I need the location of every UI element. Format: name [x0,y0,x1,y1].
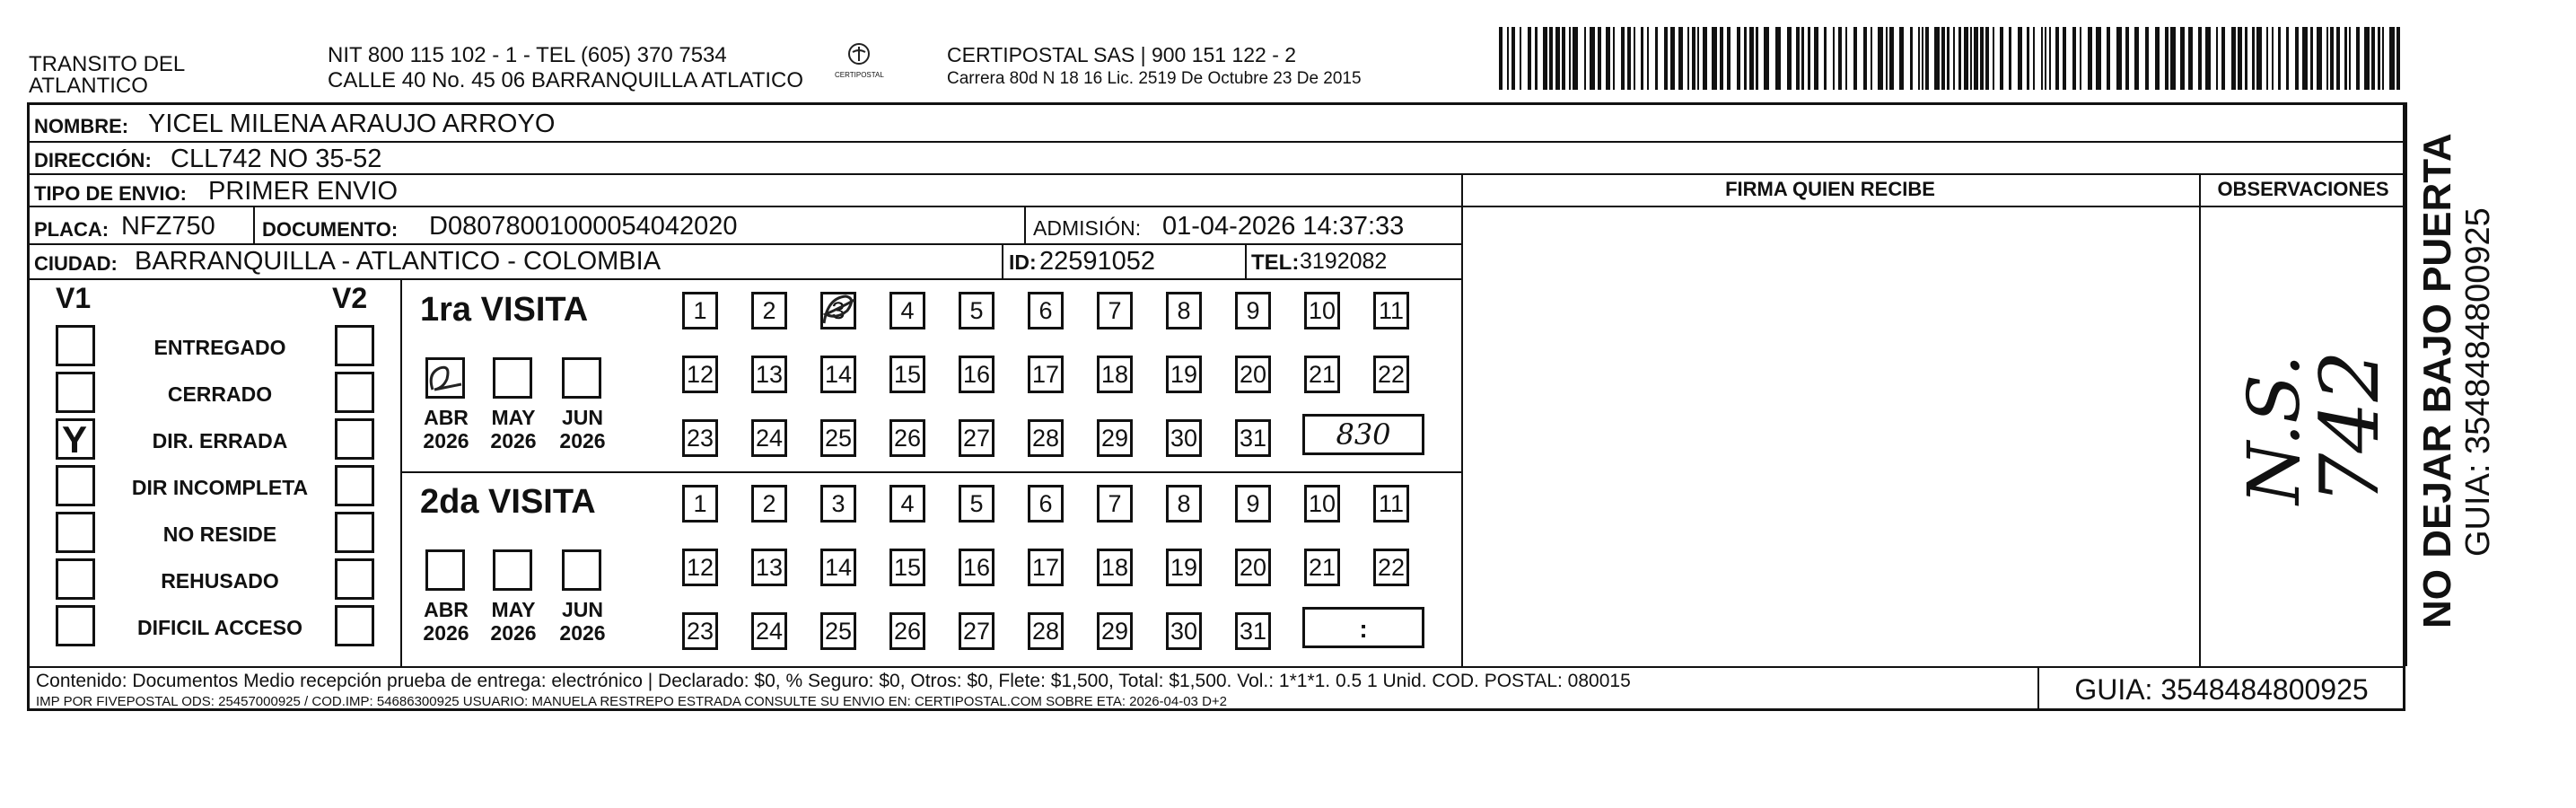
day-box[interactable]: 7 [1097,485,1133,523]
barcode-bar [1598,27,1601,90]
logo-caption: CERTIPOSTAL [835,71,884,79]
month-label [551,406,614,453]
barcode-bar [1664,27,1668,90]
col-line [1461,173,1463,666]
barcode-bar [1737,27,1740,90]
barcode-bar [1520,27,1521,90]
handwritten-observation-1: N.S. [2232,354,2316,505]
v1-checkbox[interactable] [56,465,95,506]
barcode-bar [1814,27,1818,90]
day-box[interactable]: 4 [889,292,925,329]
no-leave-under-door-warning: NO DEJAR BAJO PUERTA [2415,133,2459,628]
barcode-bar [2155,27,2160,90]
barcode-bar [2231,27,2236,90]
barcode-bar [2317,27,2322,90]
barcode-bar [1993,27,1994,90]
row-line [27,278,1463,280]
month-checkbox[interactable] [425,549,465,591]
day-box[interactable]: 18 [1097,356,1133,393]
sender-name-line1: TRANSITO DEL [29,52,186,76]
day-box[interactable]: 1 [682,485,718,523]
v1-checkbox[interactable] [56,325,95,366]
day-box[interactable]: 28 [1028,419,1064,457]
day-box[interactable]: 17 [1028,549,1064,586]
day-box[interactable]: 23 [682,612,718,650]
day-box[interactable]: 6 [1028,292,1064,329]
col-line [400,278,402,666]
sender-address: CALLE 40 No. 45 06 BARRANQUILLA ATLATICO [328,68,804,92]
v2-checkbox[interactable] [335,418,374,460]
v2-checkbox[interactable] [335,558,374,600]
barcode-bar [1692,27,1695,90]
day-box[interactable]: 13 [751,356,787,393]
day-box[interactable]: 19 [1166,549,1202,586]
day-box[interactable]: 16 [959,356,994,393]
month-checkbox[interactable] [562,357,601,399]
imp-line: IMP POR FIVEPOSTAL ODS: 25457000925 / COD.IMP: 54686300925 USUARIO: MANUELA RESTREPO ESTRADA CONSULTE SU ENVIO EN: CERTIPOSTAL.COM SOBRE ETA: 2026-04-03 D+2 [36,694,1228,709]
barcode-bar [1775,27,1781,90]
barcode-bar [2326,27,2328,90]
first-visit-title: 1ra VISITA [420,291,589,329]
barcode-bar [2396,27,2400,90]
barcode-bar [2205,27,2211,90]
day-box[interactable]: 20 [1235,549,1271,586]
carrier-license: Carrera 80d N 18 16 Lic. 2519 De Octubre 23 De 2015 [947,69,1362,88]
v1-checkbox[interactable] [56,605,95,646]
barcode-bar [2107,27,2110,90]
row-line [1461,206,2405,207]
document-label: DOCUMENTO: [262,218,399,241]
barcode-bar [1627,27,1631,90]
barcode-bar [2221,27,2225,90]
barcode-bar [1507,27,1509,90]
barcode-bar [2371,27,2375,90]
barcode-bar [1953,27,1955,90]
barcode-bar [1985,27,1989,90]
month-year: 2026 [490,429,537,453]
barcode-bar [2116,27,2122,90]
month-checkbox[interactable] [493,357,532,399]
id-value: 22591052 [1039,247,1156,276]
barcode-bar [2364,27,2370,90]
barcode-bar [2188,27,2193,90]
day-box[interactable]: 9 [1235,292,1271,329]
day-box[interactable]: 1 [682,292,718,329]
barcode-bar [2336,27,2340,90]
day-box[interactable]: 27 [959,612,994,650]
barcode-bar [2238,27,2242,90]
second-visit-time: : [1359,615,1368,643]
reason-label: NO RESIDE [162,523,277,546]
day-box[interactable]: 26 [889,419,925,457]
month-checkbox[interactable] [562,549,601,591]
day-box[interactable]: 11 [1373,292,1409,329]
carrier-name: CERTIPOSTAL SAS | 900 151 122 - 2 [947,43,1297,66]
barcode-bar [1511,27,1515,90]
barcode-bar [1647,27,1649,90]
reason-label: ENTREGADO [153,336,286,359]
day-box[interactable]: 22 [1373,356,1409,393]
day-box[interactable]: 20 [1235,356,1271,393]
barcode-bar [1535,27,1538,90]
barcode-bar [1899,27,1904,90]
day-box[interactable]: 25 [820,419,856,457]
col-line [1024,206,1026,243]
v2-checkbox[interactable] [335,605,374,646]
barcode-bar [2378,27,2380,90]
barcode-bar [2286,27,2289,90]
barcode-bar [1749,27,1754,90]
barcode-bar [2096,27,2101,90]
barcode-bar [1678,27,1683,90]
barcode-bar [2000,27,2003,90]
barcode-bar [2041,27,2043,90]
day-box[interactable]: 5 [959,292,994,329]
name-label: NOMBRE: [34,115,129,137]
barcode-bar [1590,27,1595,90]
v1-label: V1 [56,282,92,314]
barcode-bar [2389,27,2395,90]
barcode-bar [1934,27,1940,90]
row-line [27,141,2405,143]
barcode-bar [2245,27,2247,90]
day-box[interactable]: 24 [751,419,787,457]
day-box[interactable]: 18 [1097,549,1133,586]
barcode-bar [2170,27,2176,90]
month-name: ABR [424,406,469,429]
barcode-bar [1824,27,1827,90]
barcode-bar [1703,27,1707,90]
barcode-bar [1697,27,1699,90]
certipostal-logo [835,41,884,79]
month-year: 2026 [490,621,537,646]
barcode-bar [1569,27,1571,90]
observations-header: OBSERVACIONES [2217,178,2389,200]
content-line: Contenido: Documentos Medio recepción prueba de entrega: electrónico | Declarado: $0, % Seguro: $0, Otros: $0, Flete: $1,500, Total: $1,500. Vol.: 1*1*1. 0.5 1 Unid. COD. POSTAL: 080015 [36,671,1631,691]
day-box[interactable]: 2 [751,292,787,329]
barcode-bar [2330,27,2334,90]
day-box[interactable]: 21 [1304,549,1340,586]
day-box[interactable]: 26 [889,612,925,650]
barcode-bar [1958,27,1961,90]
city-value: BARRANQUILLA - ATLANTICO - COLOMBIA [135,247,662,276]
day-box[interactable]: 21 [1304,356,1340,393]
day-box[interactable]: 6 [1028,485,1064,523]
address-value: CLL742 NO 35-52 [171,145,382,173]
row-line [400,471,1463,473]
first-visit-time-box[interactable] [1302,414,1424,455]
day-box[interactable]: 29 [1097,612,1133,650]
barcode-bar [2278,27,2281,90]
barcode-bar [2049,27,2051,90]
tel-label: TEL: [1251,250,1300,275]
barcode-bar [2072,27,2076,90]
certipostal-logo-icon [837,41,881,68]
barcode-bar [2033,27,2035,90]
barcode-bar [1974,27,1978,90]
month-year: 2026 [559,621,606,646]
month-label [482,598,545,646]
col-line [1002,243,1003,278]
day-box[interactable]: 4 [889,485,925,523]
row-line [27,243,1463,245]
admission-value: 01-04-2026 14:37:33 [1162,212,1405,241]
barcode-bar [1910,27,1913,90]
month-check-mark [420,357,474,406]
day-box[interactable]: 31 [1235,612,1271,650]
barcode-bar [1947,27,1950,90]
footer-guide-number: GUIA: 3548484800925 [2074,673,2369,706]
row-line [27,173,2405,175]
day-box[interactable]: 30 [1166,612,1202,650]
day-box[interactable]: 22 [1373,549,1409,586]
sender-nit: NIT 800 115 102 - 1 - TEL (605) 370 7534 [328,43,727,67]
barcode-bar [1641,27,1643,90]
barcode-bar [1528,27,1531,90]
day-box[interactable]: 27 [959,419,994,457]
barcode-bar [1573,27,1578,90]
reason-label: REHUSADO [161,569,279,593]
barcode-bar [1964,27,1968,90]
barcode-bar [2198,27,2202,90]
barcode-bar [1925,27,1929,90]
day-box[interactable]: 28 [1028,612,1064,650]
barcode-bar [1764,27,1769,90]
v2-checkbox[interactable] [335,465,374,506]
row-line [27,666,2405,668]
plate-value: NFZ750 [121,212,215,241]
reason-label: CERRADO [167,382,273,406]
city-label: CIUDAD: [34,252,118,275]
barcode-bar [2063,27,2066,90]
v2-checkbox[interactable] [335,372,374,413]
day-box[interactable]: 8 [1166,292,1202,329]
month-year: 2026 [423,429,469,453]
barcode-bar [2165,27,2169,90]
barcode-bar [2349,27,2351,90]
reason-label: DIFICIL ACCESO [136,616,302,639]
barcode-bar [1941,27,1945,90]
barcode-bar [1845,27,1847,90]
day-box[interactable]: 23 [682,419,718,457]
day-box[interactable]: 3 [820,485,856,523]
day-box[interactable]: 7 [1097,292,1133,329]
barcode-bar [1801,27,1804,90]
document-value: D08078001000054042020 [429,212,738,241]
col-line [2199,173,2201,666]
id-label: ID: [1009,250,1037,274]
side-guide-number: GUIA: 3548484800925 [2459,207,2497,557]
barcode-bar [2180,27,2185,90]
barcode-bar [1871,27,1872,90]
signature-header: FIRMA QUIEN RECIBE [1725,178,1935,200]
month-year: 2026 [423,621,469,646]
v2-checkbox[interactable] [335,512,374,553]
day-box[interactable]: 5 [959,485,994,523]
barcode-bar [1543,27,1547,90]
barcode-bar [2256,27,2262,90]
barcode-bar [1499,27,1503,90]
name-value: YICEL MILENA ARAUJO ARROYO [148,110,556,138]
barcode-bar [1796,27,1800,90]
day-box[interactable]: 10 [1304,292,1340,329]
sender-name-line2: ATLANTICO [29,74,148,98]
second-visit-title: 2da VISITA [420,483,596,521]
barcode-bar [2310,27,2313,90]
barcode-bar [1621,27,1625,90]
reason-label: DIR INCOMPLETA [131,476,309,499]
barcode-bar [2302,27,2308,90]
day-box[interactable]: 13 [751,549,787,586]
barcode-bar [2088,27,2092,90]
barcode-bar [2344,27,2347,90]
barcode-bar [1727,27,1730,90]
row-line [27,206,1463,207]
barcode-bar [1549,27,1553,90]
barcode-bar [2216,27,2218,90]
v1-checkbox[interactable] [56,372,95,413]
day-box[interactable]: 24 [751,612,787,650]
barcode-bar [2018,27,2022,90]
day-box[interactable]: 16 [959,549,994,586]
barcode-bar [1613,27,1615,90]
barcode-bar [1853,27,1857,90]
v1-checkbox[interactable] [56,558,95,600]
month-name: JUN [561,598,603,621]
month-name: MAY [491,598,536,621]
barcode-bar [1720,27,1723,90]
barcode-bar [1562,27,1565,90]
day-box[interactable]: 2 [751,485,787,523]
reason-label: DIR. ERRADA [152,429,288,452]
day-box[interactable]: 14 [820,356,856,393]
barcode-bar [2266,27,2268,90]
col-line [1245,243,1247,278]
col-line [253,206,255,243]
send-type-label: TIPO DE ENVIO: [34,182,187,205]
v2-checkbox[interactable] [335,325,374,366]
month-label [415,598,478,646]
barcode-bar [1838,27,1842,90]
month-label [482,406,545,453]
barcode-bar [2252,27,2255,90]
day-box[interactable]: 12 [682,356,718,393]
barcode-bar [1744,27,1747,90]
day-box[interactable]: 30 [1166,419,1202,457]
barcode-bar [1808,27,1810,90]
barcode-bar [1886,27,1888,90]
tel-value: 3192082 [1300,249,1388,274]
barcode-bar [1670,27,1675,90]
barcode-bar [1712,27,1717,90]
handwritten-observation-2: 742 [2303,350,2397,505]
barcode-bar [1922,27,1923,90]
admission-label: ADMISIÓN: [1033,216,1142,240]
barcode-bar [1980,27,1984,90]
v1-checkbox[interactable] [56,418,95,460]
send-type-value: PRIMER ENVIO [208,177,399,206]
month-label [415,406,478,453]
barcode-bar [1787,27,1792,90]
day-box[interactable]: 15 [889,356,925,393]
v1-checkbox[interactable] [56,512,95,553]
barcode-bar [2295,27,2299,90]
month-label [551,598,614,646]
barcode-bar [1863,27,1867,90]
day-box[interactable]: 25 [820,612,856,650]
barcode-bar [1634,27,1635,90]
barcode-bar [1970,27,1972,90]
day-box[interactable]: 12 [682,549,718,586]
observations-area[interactable] [2203,208,2404,664]
address-label: DIRECCIÓN: [34,149,152,171]
barcode-bar [2045,27,2046,90]
day-box[interactable]: 15 [889,549,925,586]
barcode-bar [1584,27,1586,90]
v2-label: V2 [332,282,368,314]
barcode [1499,27,2405,92]
barcode-bar [2080,27,2081,90]
month-year: 2026 [559,429,606,453]
barcode-bar [1918,27,1920,90]
day-box[interactable]: 17 [1028,356,1064,393]
month-name: MAY [491,406,536,429]
barcode-bar [2382,27,2384,90]
day-box[interactable]: 19 [1166,356,1202,393]
day-box[interactable]: 10 [1304,485,1340,523]
day-box[interactable]: 3 [820,292,856,329]
month-checkbox[interactable] [493,549,532,591]
barcode-bar [1655,27,1658,90]
day-scribble-mark [815,289,860,330]
first-visit-time: 830 [1336,417,1391,452]
barcode-bar [1606,27,1610,90]
barcode-bar [2055,27,2059,90]
day-box[interactable]: 11 [1373,485,1409,523]
barcode-bar [1756,27,1758,90]
month-name: ABR [424,598,469,621]
second-visit-time-box[interactable] [1302,607,1424,648]
col-line [2405,102,2407,666]
barcode-bar [1889,27,1894,90]
day-box[interactable]: 14 [820,549,856,586]
barcode-bar [2134,27,2139,90]
barcode-bar [1555,27,1560,90]
barcode-bar [2027,27,2029,90]
barcode-bar [2356,27,2360,90]
plate-label: PLACA: [34,218,110,241]
barcode-bar [2272,27,2274,90]
barcode-bar [1833,27,1835,90]
barcode-bar [2125,27,2129,90]
month-name: JUN [561,406,603,429]
day-box[interactable]: 9 [1235,485,1271,523]
day-box[interactable]: 29 [1097,419,1133,457]
barcode-bar [1687,27,1689,90]
day-box[interactable]: 8 [1166,485,1202,523]
barcode-bar [2145,27,2149,90]
barcode-bar [2009,27,2011,90]
signature-area[interactable] [1465,208,2197,664]
barcode-bar [1878,27,1883,90]
day-box[interactable]: 31 [1235,419,1271,457]
v1-checkbox-mark: Y [62,418,88,461]
